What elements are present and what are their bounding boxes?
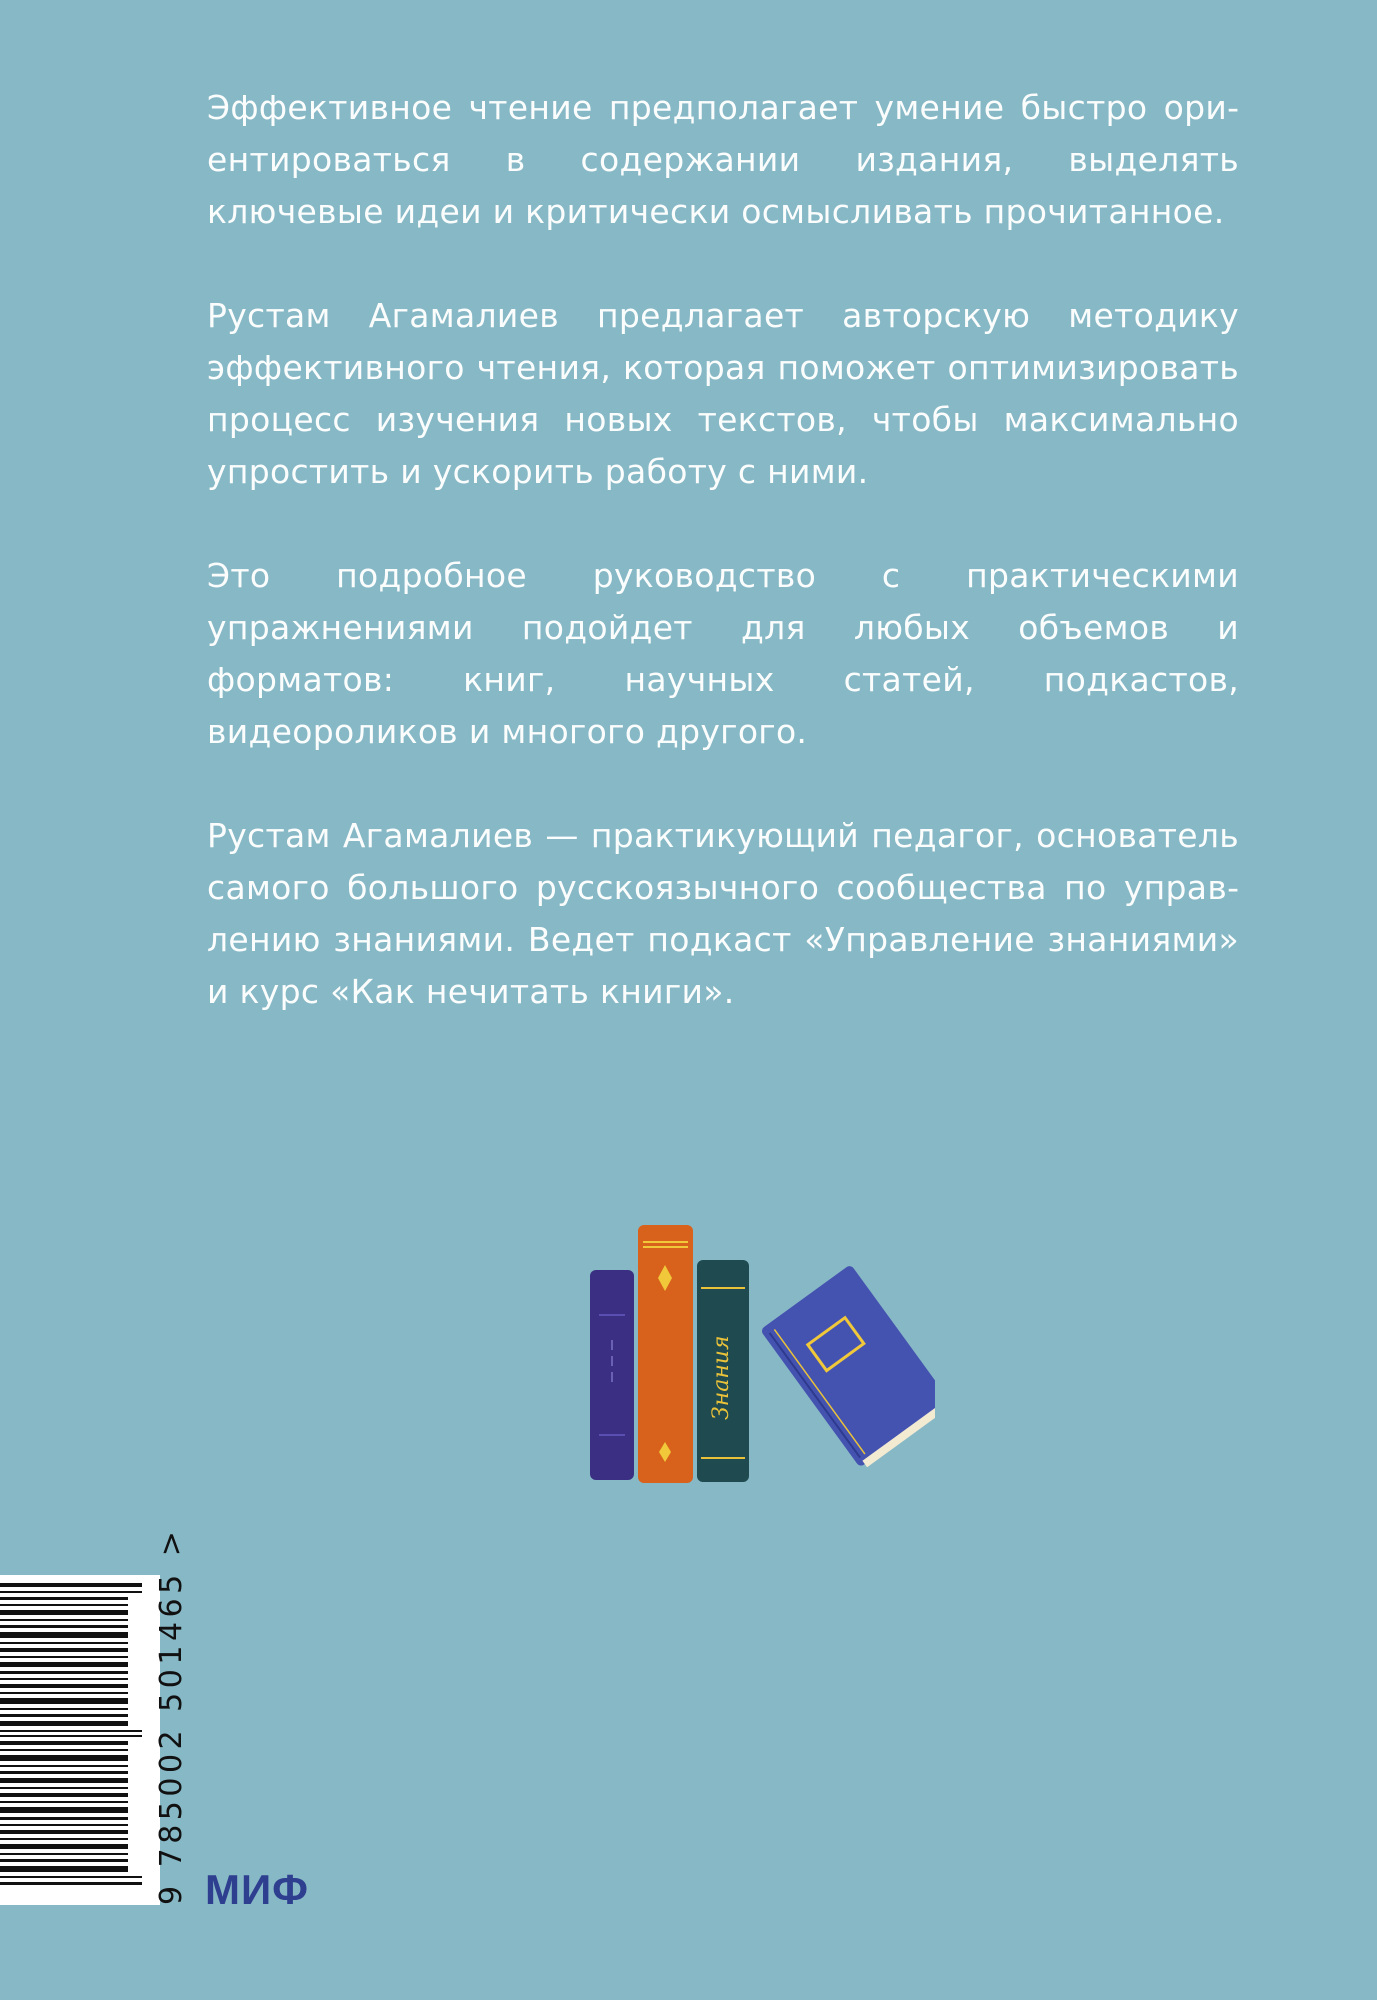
teal-book <box>697 1260 749 1482</box>
barcode <box>0 1526 189 1905</box>
annotation-text <box>207 82 1239 1070</box>
orange-book <box>638 1225 693 1483</box>
books-illustration <box>585 1220 935 1490</box>
paragraph-1: Эффективное чтение предполагает умение быстро ориентироваться в содержании издания, выделять ключевые идеи и критически осмысливать прочитанное. <box>207 88 1239 231</box>
barcode-bars <box>0 1575 160 1905</box>
paragraph-4: Рустам Агамалиев — практикующий педагог, основатель самого большого русскоязычного сообщества по управлению знаниями. Ведет подкаст «Управление знаниями» и курс «Как нечитать книги». <box>207 816 1239 1011</box>
purple-book <box>590 1270 634 1480</box>
publisher-logo <box>205 1866 335 1912</box>
paragraph-2: Рустам Агамалиев предлагает авторскую методику эффективного чтения, которая поможет оптимизировать процесс изучения новых текстов, чтобы максимально упростить и ускорить работу с ними. <box>207 296 1239 491</box>
paragraph-3: Это подробное руководство с практическими упражнениями подойдет для любых объемов и форматов: книг, научных статей, подкастов, видеороликов и многого другого. <box>207 556 1239 751</box>
blue-book <box>760 1264 935 1471</box>
teal-book-spine-text: Знания <box>709 1335 734 1420</box>
barcode-digits: 9 785002 501465 > <box>154 1526 189 1905</box>
publisher-logo-text: МИФ <box>205 1866 310 1912</box>
